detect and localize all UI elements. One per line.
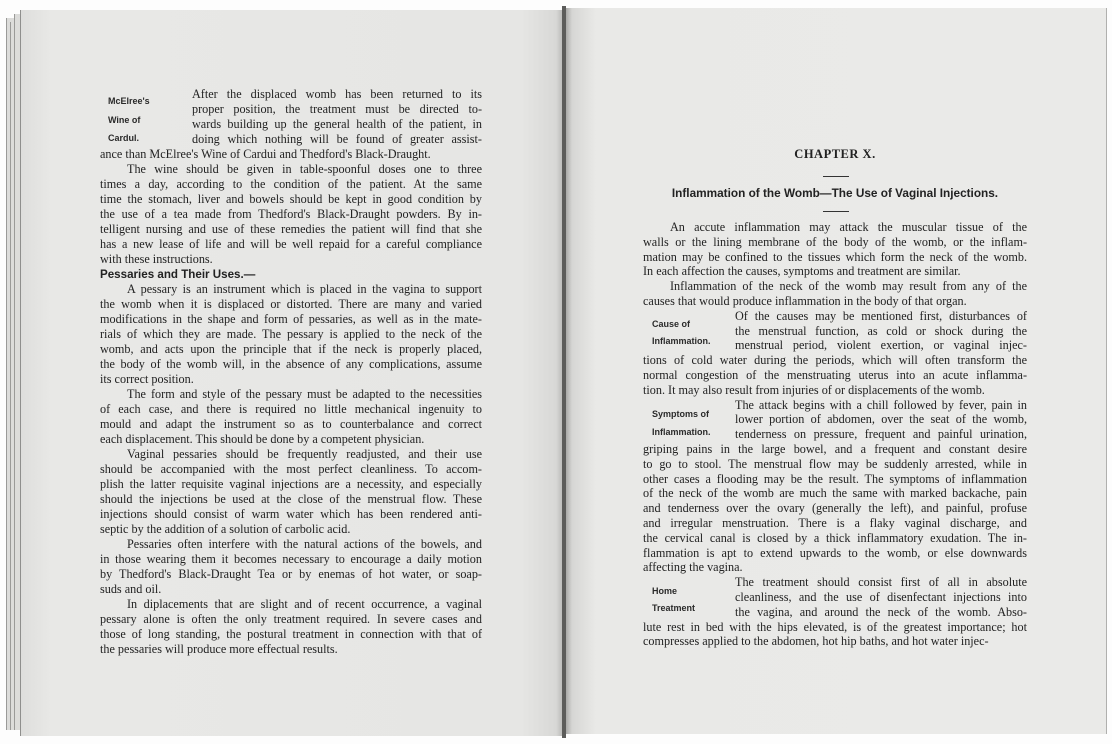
- section-heading: Pessaries and Their Uses.—: [100, 268, 256, 281]
- margin-note-line: Treatment: [652, 603, 696, 613]
- text-line: Pessaries often interfere with the natural actions of the bowels, and: [127, 537, 482, 551]
- margin-note-line: McElree's: [108, 96, 150, 106]
- text-line: the vagina, and around the neck of the womb. Abso-: [735, 604, 1027, 619]
- margin-note-line: Symptoms of: [652, 409, 710, 419]
- text-line: the body of the womb will, in the absence of any complications, assume: [100, 357, 482, 371]
- text-line: tion. It may also result from injuries of or displacements of the womb.: [643, 382, 985, 397]
- text-line: flammation is apt to extend upwards to the womb, or else downwards: [643, 545, 1027, 560]
- text-line: In diplacements that are slight and of recent occurrence, a vaginal: [127, 597, 482, 611]
- text-line: other cases a flooding may be the result. The symptoms of inflammation: [643, 471, 1027, 486]
- text-line: mation may be confined to the tissues which form the neck of the womb.: [643, 249, 1027, 264]
- text-line: to go to stool. The menstrual flow may be suddenly arrested, while in: [643, 456, 1027, 471]
- text-line: The attack begins with a chill followed by fever, pain in: [735, 397, 1027, 412]
- margin-note-line: Inflammation.: [652, 427, 711, 437]
- text-line: with these instructions.: [100, 252, 213, 266]
- text-line: cleanliness, and the use of disenfectant injections into: [735, 589, 1027, 604]
- text-line: and tenderness over the ovary (generally the left), and painful, profuse: [643, 501, 1027, 516]
- text-line: and irregular menstruation. There is a flaky vaginal discharge, and: [643, 515, 1027, 530]
- chapter-title: Inflammation of the Womb—The Use of Vaginal Injections.: [671, 186, 999, 200]
- text-line: menstrual period, violent exertion, or vaginal injec-: [735, 338, 1027, 353]
- text-line: Inflammation of the neck of the womb may result from any of the: [670, 279, 1027, 294]
- text-line: times a day, according to the condition of the patient. At the same: [100, 177, 482, 191]
- text-line: Vaginal pessaries should be frequently readjusted, and their use: [127, 447, 482, 461]
- text-line: tions of cold water during the periods, which will often transform the: [643, 353, 1027, 368]
- right-page-text: [643, 220, 1027, 649]
- text-line: An accute inflammation may attack the muscular tissue of the: [670, 220, 1027, 234]
- text-line: lute rest in bed with the hips elevated, is of the greatest importance; hot: [643, 619, 1027, 634]
- text-line: wards building up the general health of the patient, in: [192, 117, 482, 131]
- divider: [823, 211, 849, 212]
- margin-note-line: Home: [652, 586, 678, 596]
- text-line: tenderness on pressure, frequent and painful urination,: [735, 427, 1027, 442]
- margin-note-line: Cardul.: [108, 133, 140, 143]
- text-line: suds and oil.: [100, 582, 162, 596]
- margin-note-line: Cause of: [652, 319, 691, 329]
- text-line: the cervical canal is closed by a thick inflammatory exudation. The in-: [643, 530, 1027, 545]
- text-line: mould and adapt the instrument so as to counterbalance and correct: [100, 417, 482, 431]
- text-line: injections should consist of warm water which has been rendered anti-: [100, 507, 482, 521]
- left-page-text: [100, 87, 482, 657]
- text-line: The form and style of the pessary must be adapted to the necessities: [127, 387, 482, 401]
- text-line: womb, and acts upon the principle that if the neck is properly placed,: [100, 342, 482, 356]
- text-line: should the injections be used at the close of the menstrual flow. These: [100, 492, 482, 506]
- text-line: those of long standing, the postural treatment in connection with that of: [100, 627, 482, 641]
- text-line: After the displaced womb has been returned to its: [192, 87, 482, 101]
- text-line: in those wearing them it becomes necessary to encourage a daily motion: [100, 552, 482, 566]
- text-line: A pessary is an instrument which is placed in the vagina to support: [127, 282, 482, 296]
- text-line: by Thedford's Black-Draught Tea or by enemas of hot water, or soap-: [100, 567, 482, 581]
- text-line: ance than McElree's Wine of Cardui and Thedford's Black-Draught.: [100, 147, 431, 161]
- text-line: telligent nursing and use of these remedies the patient will find that she: [100, 222, 482, 236]
- text-line: rials of which they are made. The pessary is applied to the neck of the: [100, 327, 482, 341]
- text-line: pessary alone is often the only treatment required. In severe cases and: [100, 612, 482, 626]
- text-line: should be accompanied with the most perfect cleanliness. To accom-: [100, 462, 482, 476]
- text-line: the womb when it is displaced or distorted. There are many and varied: [100, 297, 482, 311]
- divider: [823, 176, 849, 177]
- text-line: the pessaries will produce more effectual results.: [100, 642, 338, 656]
- text-line: the use of a tea made from Thedford's Black-Draught powders. By in-: [100, 207, 482, 221]
- book-gutter: [562, 6, 566, 738]
- text-line: of each case, and there is required no little mechanical ingenuity to: [100, 402, 482, 416]
- text-line: In each affection the causes, symptoms and treatment are similar.: [643, 264, 961, 279]
- text-line: has a new lease of life and will be well repaid for a careful compliance: [100, 237, 482, 251]
- text-line: doing which nothing will be found of greater assist-: [192, 132, 482, 146]
- text-line: affecting the vagina.: [643, 560, 743, 575]
- margin-note-line: Inflammation.: [652, 336, 711, 346]
- text-line: modifications in the shape and form of pessaries, as well as in the mate-: [100, 312, 482, 326]
- text-line: its correct position.: [100, 372, 194, 386]
- text-line: griping pains in the large bowel, and a frequent and constant desire: [643, 441, 1027, 456]
- text-line: the menstrual function, as cold or shock during the: [735, 323, 1027, 338]
- text-line: lower portion of abdomen, over the seat of the womb,: [735, 412, 1027, 427]
- chapter-heading: CHAPTER X.: [794, 147, 876, 161]
- margin-note-line: Wine of: [108, 114, 141, 125]
- text-line: proper position, the treatment must be directed to-: [192, 102, 482, 116]
- text-line: normal congestion of the menstruating uterus into an acute inflamma-: [643, 367, 1027, 382]
- text-line: plish the latter requisite vaginal injections are a necessity, and especially: [100, 477, 482, 491]
- text-line: causes that would produce inflammation in the body of that organ.: [643, 293, 967, 308]
- text-line: walls or the lining membrane of the body of the womb, or the inflam-: [643, 234, 1027, 249]
- text-line: septic by the addition of a solution of carbolic acid.: [100, 522, 351, 536]
- text-line: each displacement. This should be done by a competent physician.: [100, 432, 425, 446]
- text-line: time the stomach, liver and bowels should be kept in good condition by: [100, 192, 482, 206]
- text-line: compresses applied to the abdomen, hot hip baths, and hot water injec-: [643, 634, 989, 649]
- text-line: Of the causes may be mentioned first, disturbances of: [735, 308, 1027, 323]
- text-line: The treatment should consist first of all in absolute: [735, 575, 1027, 590]
- text-line: The wine should be given in table-spoonful doses one to three: [127, 162, 482, 176]
- text-line: of the neck of the womb are much the same with marked backache, pain: [643, 486, 1027, 501]
